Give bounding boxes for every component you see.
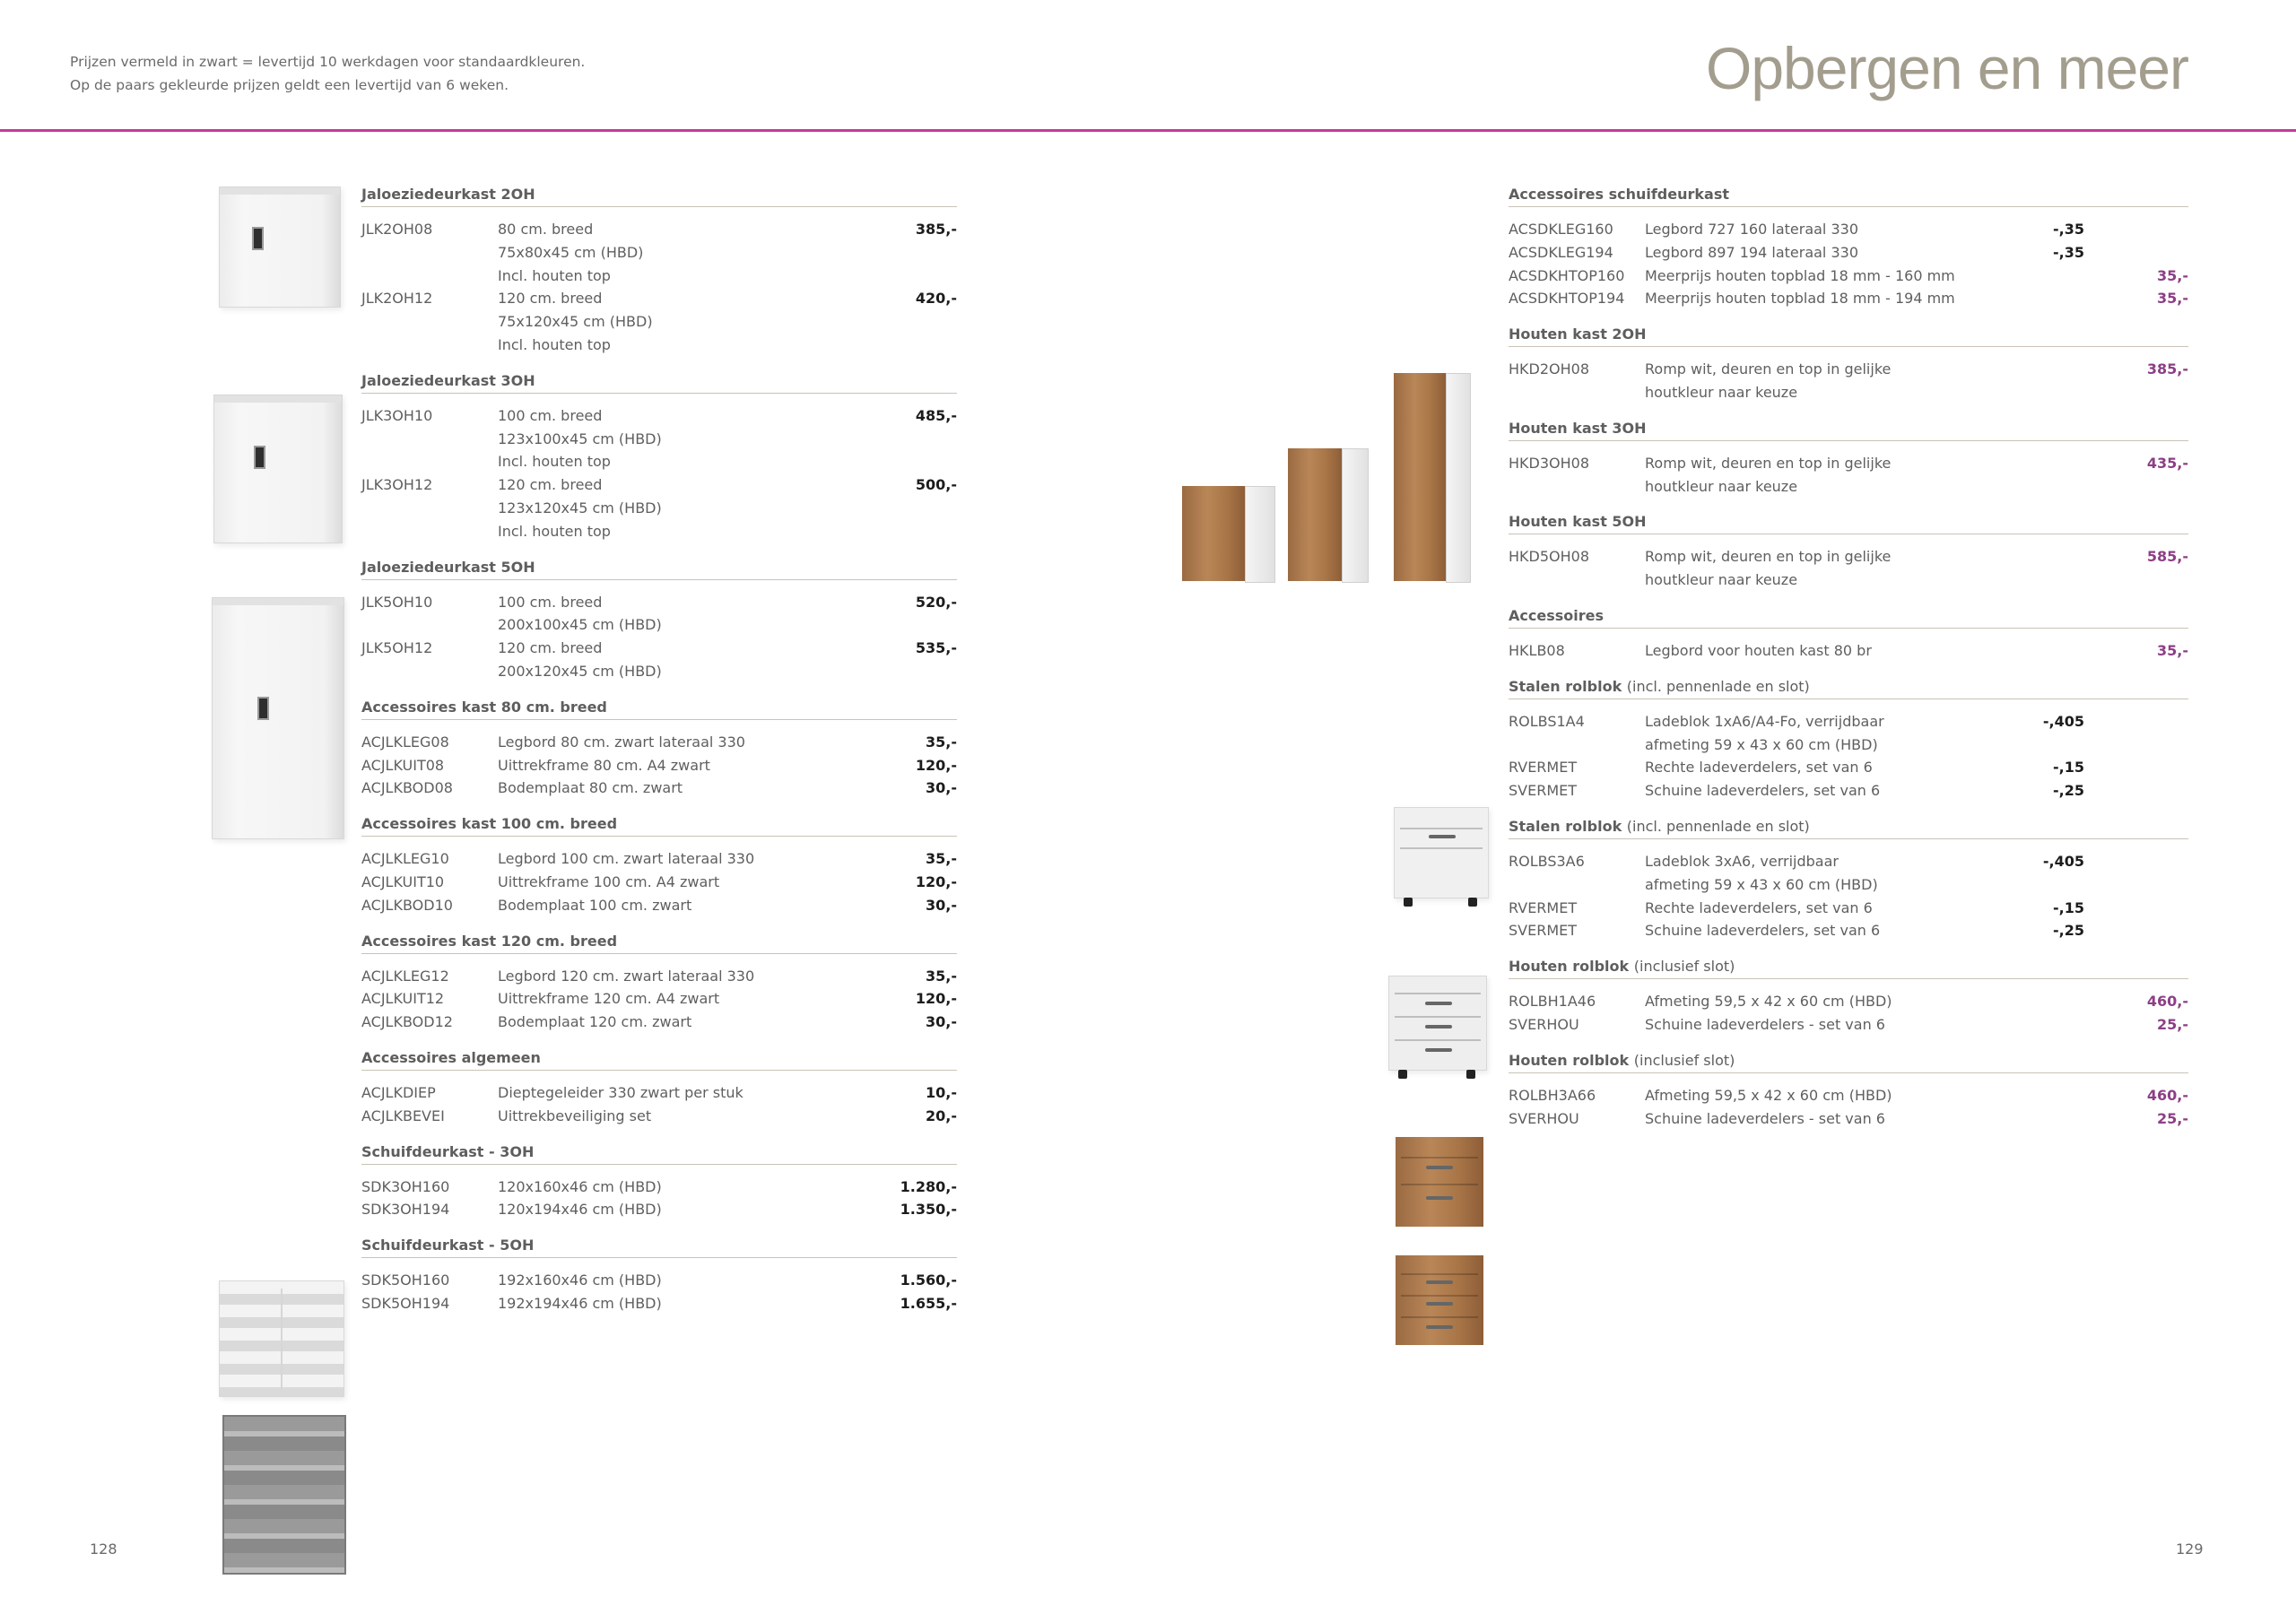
section-left-s4	[361, 696, 957, 812]
section-title	[1509, 675, 2188, 699]
section-title-text: Stalen rolblok	[1509, 677, 1622, 695]
article-description: Schuine ladeverdelers - set van 6	[1645, 1109, 1885, 1127]
price-row	[361, 287, 957, 356]
article-code: ROLBH1A46	[1509, 993, 1596, 1011]
article-price: 35,-	[926, 850, 957, 868]
price-row	[1509, 358, 2188, 404]
section-title-text: Jaloeziedeurkast 3OH	[361, 371, 535, 389]
article-description: Legbord 120 cm. zwart lateraal 330	[498, 967, 755, 985]
article-description: Bodemplaat 100 cm. zwart	[498, 896, 692, 914]
section-right-s9	[1509, 1049, 2188, 1143]
price-row	[361, 218, 957, 287]
section-title-text: Houten kast 5OH	[1509, 513, 1647, 531]
section-title	[361, 556, 957, 580]
article-price: 1.655,-	[900, 1294, 957, 1312]
section-left-s6	[361, 930, 957, 1046]
article-description: 123x100x45 cm (HBD)	[498, 430, 662, 447]
section-right-s8	[1509, 955, 2188, 1049]
article-price: 35,-	[2157, 641, 2188, 659]
section-title-text: Accessoires	[1509, 606, 1604, 624]
article-code: ACJLKLEG08	[361, 733, 449, 751]
price-row	[361, 637, 957, 683]
article-code: RVERMET	[1509, 898, 1578, 916]
price-row	[1509, 452, 2188, 499]
section-left-s3	[361, 556, 957, 696]
header-divider	[0, 129, 2296, 132]
article-code: ACJLKDIEP	[361, 1083, 436, 1101]
article-description: Legbord 100 cm. zwart lateraal 330	[498, 850, 755, 868]
article-code: SDK3OH160	[361, 1177, 450, 1195]
article-code: ACJLKUIT10	[361, 872, 445, 890]
article-description: Schuine ladeverdelers, set van 6	[1645, 782, 1881, 800]
article-description: Rechte ladeverdelers, set van 6	[1645, 759, 1873, 777]
page-number-left: 128	[90, 1541, 117, 1558]
section-title	[1509, 815, 2188, 839]
houten-kasten-image	[1182, 369, 1487, 594]
price-row: SVERMET Schuine ladeverdelers, set van 6 25,-	[1509, 919, 2188, 942]
section-title	[1509, 417, 2188, 441]
article-description: 123x120x45 cm (HBD)	[498, 499, 662, 516]
jaloezie-2oh-image	[219, 187, 341, 308]
section-title	[361, 369, 957, 394]
section-title	[361, 930, 957, 954]
article-code: ROLBS3A6	[1509, 852, 1585, 870]
article-price: 460,-	[2146, 1086, 2188, 1104]
section-title	[1509, 510, 2188, 534]
section-title	[1509, 183, 2188, 207]
article-description: 75x120x45 cm (HBD)	[498, 313, 653, 331]
article-code: ROLBS1A4	[1509, 712, 1585, 730]
article-description: 200x100x45 cm (HBD)	[498, 616, 662, 634]
article-code: ACJLKBEVEI	[361, 1107, 445, 1124]
article-description: Afmeting 59,5 x 42 x 60 cm (HBD)	[1645, 1086, 1892, 1104]
price-row	[1509, 990, 2188, 1013]
article-price: 35,-	[926, 967, 957, 985]
article-price: 120,-	[915, 756, 957, 774]
price-row	[361, 404, 957, 473]
section-left-s5	[361, 812, 957, 929]
price-row	[361, 894, 957, 917]
article-price: 1.560,-	[900, 1271, 957, 1289]
article-description: Romp wit, deuren en top in gelijke	[1645, 360, 1892, 378]
article-description: 120x160x46 cm (HBD)	[498, 1177, 662, 1195]
article-price: 1.350,-	[900, 1201, 957, 1219]
section-subtitle: (incl. pennenlade en slot)	[1626, 817, 1810, 835]
article-description: 120 cm. breed	[498, 639, 603, 657]
left-price-list	[361, 183, 957, 1328]
article-description: Ladeblok 3xA6, verrijdbaar	[1645, 852, 1839, 870]
section-title	[361, 1141, 957, 1165]
stalen-rolblok-1a4-image	[1394, 807, 1492, 906]
section-right-s5	[1509, 604, 2188, 675]
stalen-rolblok-3a6-image	[1388, 976, 1492, 1074]
price-row	[361, 1081, 957, 1105]
article-description: Incl. houten top	[498, 522, 611, 540]
article-code: ACJLKLEG12	[361, 967, 449, 985]
section-title-text: Stalen rolblok	[1509, 817, 1622, 835]
article-price: 485,-	[915, 406, 957, 424]
price-row	[1509, 1013, 2188, 1037]
section-title	[1509, 955, 2188, 979]
article-code: ACSDKHTOP194	[1509, 290, 1625, 308]
price-row: RVERMET Rechte ladeverdelers, set van 6 15,-	[1509, 756, 2188, 779]
article-description: Romp wit, deuren en top in gelijke	[1645, 548, 1892, 566]
price-row	[361, 987, 957, 1011]
article-description: 192x194x46 cm (HBD)	[498, 1294, 662, 1312]
section-title	[361, 1046, 957, 1071]
article-price: 385,-	[2146, 360, 2188, 378]
article-price: 10,-	[926, 1083, 957, 1101]
article-description: Uittrekframe 120 cm. A4 zwart	[498, 990, 720, 1008]
article-code: ACJLKUIT12	[361, 990, 445, 1008]
section-title-text: Houten rolblok	[1509, 958, 1630, 976]
article-description: 120 cm. breed	[498, 476, 603, 494]
section-left-s2	[361, 369, 957, 556]
price-row	[361, 1292, 957, 1315]
section-right-s1	[1509, 183, 2188, 323]
article-description: Meerprijs houten topblad 18 mm - 160 mm	[1645, 266, 1955, 284]
article-price: 435,-	[2146, 454, 2188, 472]
price-row	[1509, 287, 2188, 310]
price-row	[361, 591, 957, 638]
article-code: ACSDKLEG194	[1509, 243, 1613, 261]
article-description: Dieptegeleider 330 zwart per stuk	[498, 1083, 744, 1101]
article-description: Bodemplaat 80 cm. zwart	[498, 779, 683, 797]
section-title-text: Houten rolblok	[1509, 1051, 1630, 1069]
article-description: 200x120x45 cm (HBD)	[498, 662, 662, 680]
article-description: 80 cm. breed	[498, 221, 594, 238]
section-title-text: Schuifdeurkast - 3OH	[361, 1142, 535, 1160]
article-price: 535,-	[915, 639, 957, 657]
article-code: SVERHOU	[1509, 1109, 1579, 1127]
article-code: HKD3OH08	[1509, 454, 1590, 472]
article-description: Legbord voor houten kast 80 br	[1645, 641, 1872, 659]
houten-rolblok-3a66-image	[1396, 1255, 1489, 1350]
price-row	[361, 754, 957, 777]
schuifdeurkast-5oh-image	[222, 1415, 348, 1576]
article-code: JLK2OH08	[361, 221, 433, 238]
article-code: SDK3OH194	[361, 1201, 450, 1219]
article-description: Romp wit, deuren en top in gelijke	[1645, 454, 1892, 472]
article-code: JLK5OH12	[361, 639, 433, 657]
article-price: 1.280,-	[900, 1177, 957, 1195]
section-right-s7	[1509, 815, 2188, 955]
section-title	[361, 812, 957, 837]
section-left-s9	[361, 1234, 957, 1328]
delivery-note-line-1: Prijzen vermeld in zwart = levertijd 10 werkdagen voor standaardkleuren.	[70, 54, 586, 70]
price-row	[1509, 1107, 2188, 1131]
right-price-list	[1509, 183, 2188, 1142]
article-code: SVERMET	[1509, 922, 1578, 940]
article-price: 385,-	[915, 221, 957, 238]
price-row	[361, 965, 957, 988]
section-title	[361, 696, 957, 720]
article-description: 120x194x46 cm (HBD)	[498, 1201, 662, 1219]
article-description: 120 cm. breed	[498, 290, 603, 308]
price-row	[361, 473, 957, 542]
article-price: 500,-	[915, 476, 957, 494]
houten-rolblok-1a46-image	[1396, 1137, 1489, 1232]
section-title-text: Schuifdeurkast - 5OH	[361, 1237, 535, 1254]
article-price: 120,-	[915, 990, 957, 1008]
article-description: 75x80x45 cm (HBD)	[498, 243, 644, 261]
article-description: houtkleur naar keuze	[1645, 477, 1798, 495]
article-description: Incl. houten top	[498, 335, 611, 353]
article-price: 30,-	[926, 896, 957, 914]
price-row	[361, 1176, 957, 1199]
article-code: ACJLKUIT08	[361, 756, 445, 774]
jaloezie-5oh-image	[212, 597, 344, 839]
section-title-text: Accessoires schuifdeurkast	[1509, 186, 1729, 203]
article-code: ACSDKLEG160	[1509, 221, 1613, 238]
price-row	[1509, 639, 2188, 663]
article-price: 20,-	[926, 1107, 957, 1124]
article-description: 192x160x46 cm (HBD)	[498, 1271, 662, 1289]
article-description: 100 cm. breed	[498, 593, 603, 611]
section-left-s7	[361, 1046, 957, 1141]
delivery-note-line-2: Op de paars gekleurde prijzen geldt een levertijd van 6 weken.	[70, 77, 509, 93]
price-row	[361, 777, 957, 800]
price-row	[361, 731, 957, 754]
article-description: Uittrekbeveiliging set	[498, 1107, 652, 1124]
article-code: ROLBH3A66	[1509, 1086, 1596, 1104]
article-price: 585,-	[2146, 548, 2188, 566]
price-row	[1509, 545, 2188, 592]
section-title-text: Houten kast 3OH	[1509, 419, 1647, 437]
article-description: Incl. houten top	[498, 266, 611, 284]
section-title	[1509, 323, 2188, 347]
section-title	[361, 183, 957, 207]
article-description: afmeting 59 x 43 x 60 cm (HBD)	[1645, 875, 1878, 893]
article-code: HKD5OH08	[1509, 548, 1590, 566]
section-title	[1509, 604, 2188, 629]
section-title-text: Accessoires kast 100 cm. breed	[361, 815, 618, 833]
article-description: Legbord 727 160 lateraal 330	[1645, 221, 1858, 238]
article-code: ACJLKLEG10	[361, 850, 449, 868]
price-row: SVERMET Schuine ladeverdelers, set van 6 25,-	[1509, 779, 2188, 803]
article-price: 520,-	[915, 593, 957, 611]
article-description: Rechte ladeverdelers, set van 6	[1645, 898, 1873, 916]
article-description: Legbord 80 cm. zwart lateraal 330	[498, 733, 745, 751]
price-row	[361, 871, 957, 894]
price-row	[361, 1269, 957, 1292]
price-row	[361, 1198, 957, 1221]
article-description: Incl. houten top	[498, 453, 611, 471]
article-price: 30,-	[926, 779, 957, 797]
article-price: 460,-	[2146, 993, 2188, 1011]
section-title-text: Jaloeziedeurkast 2OH	[361, 186, 535, 203]
article-code: JLK2OH12	[361, 290, 433, 308]
article-code: HKD2OH08	[1509, 360, 1590, 378]
article-description: afmeting 59 x 43 x 60 cm (HBD)	[1645, 735, 1878, 753]
section-right-s6	[1509, 675, 2188, 815]
section-right-s2	[1509, 323, 2188, 417]
article-price: 25,-	[2157, 1015, 2188, 1033]
page-number-right: 129	[2176, 1541, 2204, 1558]
price-row: ROLBS1A4 Ladeblok 1xA6/A4-Fo, verrijdbaar afmeting 59 x 43 x 60 cm (HBD) 405,-	[1509, 710, 2188, 757]
price-row: ROLBS3A6 Ladeblok 3xA6, verrijdbaar afmeting 59 x 43 x 60 cm (HBD) 405,-	[1509, 850, 2188, 897]
price-row	[361, 1011, 957, 1034]
section-subtitle: (inclusief slot)	[1633, 958, 1735, 976]
section-title	[361, 1234, 957, 1258]
jaloezie-3oh-image	[213, 395, 343, 543]
price-row	[361, 847, 957, 871]
article-code: HKLB08	[1509, 641, 1565, 659]
article-description: Afmeting 59,5 x 42 x 60 cm (HBD)	[1645, 993, 1892, 1011]
article-description: Schuine ladeverdelers - set van 6	[1645, 1015, 1885, 1033]
section-left-s8	[361, 1141, 957, 1235]
price-row	[1509, 1084, 2188, 1107]
section-title-text: Accessoires algemeen	[361, 1048, 541, 1066]
section-title-text: Jaloeziedeurkast 5OH	[361, 558, 535, 576]
price-row	[1509, 265, 2188, 288]
price-row: ACSDKLEG160 Legbord 727 160 lateraal 330 35,-	[1509, 218, 2188, 241]
price-row: ACSDKLEG194 Legbord 897 194 lateraal 330 35,-	[1509, 241, 2188, 265]
section-subtitle: (incl. pennenlade en slot)	[1626, 677, 1810, 695]
section-title-text: Accessoires kast 120 cm. breed	[361, 932, 618, 950]
article-description: Meerprijs houten topblad 18 mm - 194 mm	[1645, 290, 1955, 308]
schuifdeurkast-3oh-image	[219, 1280, 344, 1399]
article-description: Uittrekframe 80 cm. A4 zwart	[498, 756, 710, 774]
article-code: ACJLKBOD10	[361, 896, 453, 914]
article-price: 420,-	[915, 290, 957, 308]
section-title	[1509, 1049, 2188, 1073]
section-right-s3	[1509, 417, 2188, 511]
article-description: houtkleur naar keuze	[1645, 571, 1798, 589]
article-code: JLK5OH10	[361, 593, 433, 611]
price-row	[361, 1105, 957, 1128]
article-code: SDK5OH160	[361, 1271, 450, 1289]
article-price: 35,-	[2157, 266, 2188, 284]
article-code: RVERMET	[1509, 759, 1578, 777]
section-right-s4	[1509, 510, 2188, 604]
article-price: 120,-	[915, 872, 957, 890]
article-description: Bodemplaat 120 cm. zwart	[498, 1013, 692, 1031]
article-description: Schuine ladeverdelers, set van 6	[1645, 922, 1881, 940]
delivery-note	[70, 50, 585, 97]
article-code: JLK3OH12	[361, 476, 433, 494]
article-description: Legbord 897 194 lateraal 330	[1645, 243, 1858, 261]
page-title: Opbergen en meer	[1705, 35, 2188, 101]
article-code: SVERMET	[1509, 782, 1578, 800]
article-code: JLK3OH10	[361, 406, 433, 424]
article-code: SVERHOU	[1509, 1015, 1579, 1033]
article-code: ACJLKBOD12	[361, 1013, 453, 1031]
price-row: RVERMET Rechte ladeverdelers, set van 6 15,-	[1509, 897, 2188, 920]
article-description: houtkleur naar keuze	[1645, 383, 1798, 401]
article-price: 25,-	[2157, 1109, 2188, 1127]
article-description: Uittrekframe 100 cm. A4 zwart	[498, 872, 720, 890]
article-description: 100 cm. breed	[498, 406, 603, 424]
article-description: Ladeblok 1xA6/A4-Fo, verrijdbaar	[1645, 712, 1884, 730]
article-code: ACSDKHTOP160	[1509, 266, 1625, 284]
article-code: SDK5OH194	[361, 1294, 450, 1312]
section-left-s1	[361, 183, 957, 369]
section-title-text: Accessoires kast 80 cm. breed	[361, 698, 607, 716]
article-price: 35,-	[926, 733, 957, 751]
section-subtitle: (inclusief slot)	[1633, 1051, 1735, 1069]
section-title-text: Houten kast 2OH	[1509, 325, 1647, 343]
article-price: 30,-	[926, 1013, 957, 1031]
article-price: 35,-	[2157, 290, 2188, 308]
article-code: ACJLKBOD08	[361, 779, 453, 797]
